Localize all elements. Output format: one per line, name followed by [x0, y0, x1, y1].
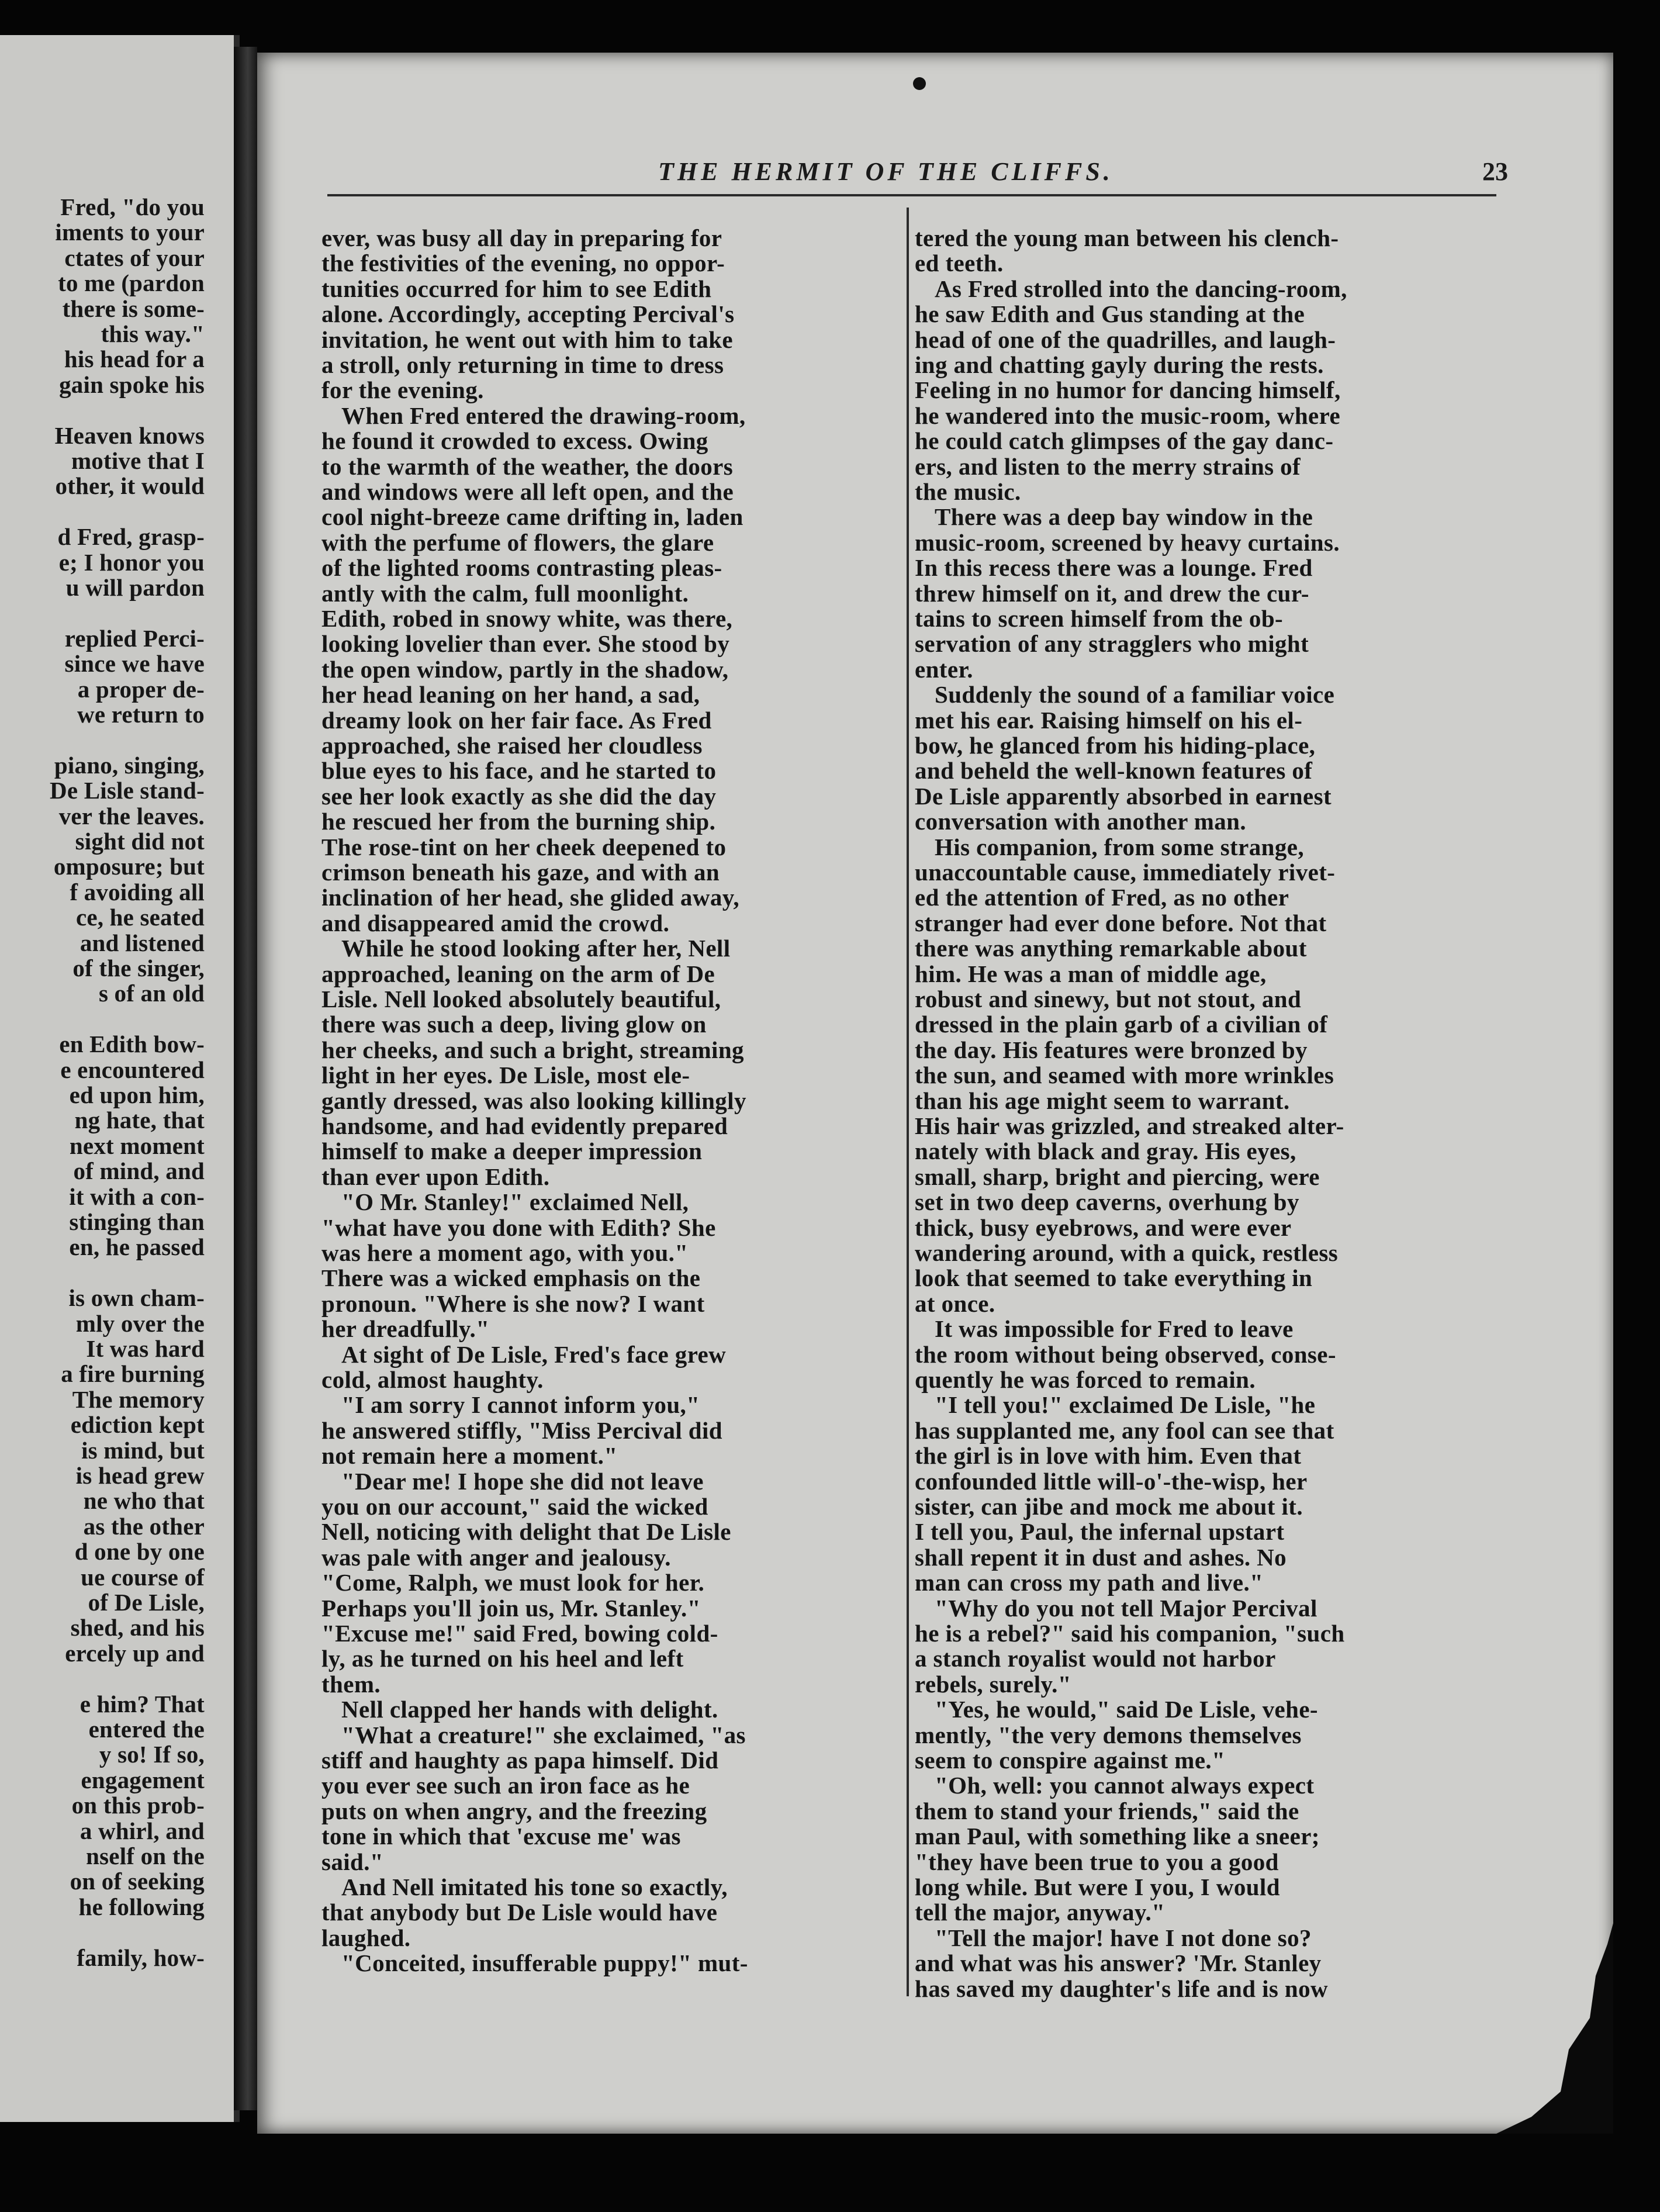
text-line: ing and chatting gayly during the rests. [915, 351, 1324, 378]
facing-page-line: ng hate, that [74, 1107, 205, 1134]
text-line: "Tell the major! have I not done so? [935, 1924, 1312, 1951]
text-line: inclination of her head, she glided away, [321, 884, 740, 911]
text-line: to the warmth of the weather, the doors [321, 452, 734, 480]
text-line: man Paul, with something like a sneer; [915, 1823, 1320, 1850]
text-line: It was impossible for Fred to leave [935, 1315, 1294, 1343]
text-line: seem to conspire against me." [915, 1747, 1226, 1774]
text-line: There was a wicked emphasis on the [321, 1264, 701, 1292]
text-line: ed teeth. [915, 250, 1004, 277]
text-line: that anybody but De Lisle would have [321, 1899, 718, 1926]
text-line: Nell, noticing with delight that De Lisle [321, 1518, 731, 1546]
facing-page-line: f avoiding all [70, 878, 205, 905]
text-line: As Fred strolled into the dancing-room, [935, 275, 1347, 302]
text-line: crimson beneath his gaze, and with an [321, 859, 720, 886]
book-gutter [234, 47, 257, 2110]
text-line: His hair was grizzled, and streaked alter- [915, 1112, 1344, 1139]
facing-page-line: is head grew [75, 1462, 205, 1489]
facing-page-line: en, he passed [69, 1233, 205, 1261]
facing-page-line: as the other [83, 1512, 205, 1540]
text-line: you on our account," said the wicked [321, 1493, 708, 1520]
text-line: said." [321, 1848, 384, 1875]
facing-page-line: we return to [77, 701, 205, 728]
text-line: "they have been true to you a good [915, 1848, 1279, 1875]
facing-page-line: a fire burning [61, 1360, 205, 1388]
text-line: was here a moment ago, with you." [321, 1239, 689, 1266]
text-line: De Lisle apparently absorbed in earnest [915, 782, 1332, 810]
facing-page-line: of mind, and [73, 1157, 205, 1185]
text-line: tains to screen himself from the ob- [915, 605, 1284, 632]
text-line: approached, leaning on the arm of De [321, 960, 715, 987]
facing-page-line: it with a con- [69, 1183, 205, 1210]
text-line: the festivities of the evening, no oppor- [321, 250, 725, 277]
text-line: head of one of the quadrilles, and laugh- [915, 326, 1336, 353]
facing-page-line: Fred, "do you [60, 193, 205, 220]
text-line: music-room, screened by heavy curtains. [915, 528, 1340, 556]
text-line: him. He was a man of middle age, [915, 960, 1267, 987]
text-line: was pale with anger and jealousy. [321, 1543, 671, 1571]
text-line: "Why do you not tell Major Percival [935, 1594, 1317, 1622]
text-line: shall repent it in dust and ashes. No [915, 1543, 1287, 1571]
text-line: ed the attention of Fred, as no other [915, 884, 1289, 911]
facing-page-line: shed, and his [70, 1614, 205, 1641]
text-line: man can cross my path and live." [915, 1569, 1264, 1596]
text-line: "What a creature!" she exclaimed, "as [341, 1721, 746, 1748]
facing-page-line: The memory [72, 1385, 205, 1413]
text-line: her dreadfully." [321, 1315, 490, 1343]
text-line: And Nell imitated his tone so exactly, [341, 1874, 728, 1900]
facing-page-line: a whirl, and [79, 1817, 205, 1844]
text-line: Perhaps you'll join us, Mr. Stanley." [321, 1594, 701, 1622]
facing-page-line: family, how- [77, 1944, 205, 1971]
text-line: the music. [915, 478, 1021, 505]
text-line: tunities occurred for him to see Edith [321, 275, 712, 302]
text-line: "what have you done with Edith? She [321, 1214, 716, 1241]
facing-page-line: omposure; but [53, 853, 205, 880]
text-line: pronoun. "Where is she now? I want [321, 1290, 705, 1317]
text-line: quently he was forced to remain. [915, 1366, 1256, 1393]
text-line: them. [321, 1670, 381, 1698]
text-line: The rose-tint on her cheek deepened to [321, 833, 727, 860]
text-line: bow, he glanced from his hiding-place, [915, 732, 1316, 759]
text-line: thick, busy eyebrows, and were ever [915, 1214, 1292, 1241]
text-line: met his ear. Raising himself on his el- [915, 706, 1303, 734]
text-line: enter. [915, 655, 973, 683]
facing-page-line: De Lisle stand- [50, 777, 205, 804]
text-line: with the perfume of flowers, the glare [321, 528, 714, 556]
facing-page-line: e; I honor you [58, 548, 205, 576]
text-line: handsome, and had evidently prepared [321, 1112, 728, 1139]
text-line: There was a deep bay window in the [935, 503, 1313, 531]
text-line: antly with the calm, full moonlight. [321, 579, 689, 607]
facing-page-line: ne who that [83, 1487, 205, 1515]
facing-page-line: ver the leaves. [58, 802, 205, 829]
text-line: sister, can jibe and mock me about it. [915, 1493, 1303, 1520]
text-line: "I tell you!" exclaimed De Lisle, "he [935, 1391, 1316, 1419]
text-line: the sun, and seamed with more wrinkles [915, 1062, 1334, 1089]
text-line: puts on when angry, and the freezing [321, 1797, 707, 1824]
text-line: confounded little will-o'-the-wisp, her [915, 1467, 1308, 1495]
facing-page-line: stinging than [69, 1208, 205, 1235]
text-line: see her look exactly as she did the day [321, 782, 717, 810]
facing-page-line: en Edith bow- [59, 1031, 205, 1058]
text-line: her cheeks, and such a bright, streaming [321, 1036, 744, 1063]
facing-page-line: entered the [88, 1716, 205, 1743]
text-line: While he stood looking after her, Nell [341, 935, 731, 962]
text-line: unaccountable cause, immediately rivet- [915, 859, 1336, 886]
facing-page-line: of De Lisle, [88, 1589, 205, 1616]
column-divider [907, 208, 909, 1996]
text-line: ly, as he turned on his heel and left [321, 1645, 684, 1672]
header-rule [327, 194, 1496, 196]
text-line: than his age might seem to warrant. [915, 1087, 1290, 1114]
text-line: he wandered into the music-room, where [915, 402, 1341, 429]
text-line: When Fred entered the drawing-room, [341, 402, 746, 429]
text-line: "Oh, well: you cannot always expect [935, 1772, 1315, 1799]
page-number: 23 [1482, 157, 1508, 186]
text-line: invitation, he went out with him to take [321, 326, 733, 353]
text-line: and beheld the well-known features of [915, 757, 1313, 784]
text-line: tone in which that 'excuse me' was [321, 1823, 681, 1850]
text-line: he is a rebel?" said his companion, "such [915, 1620, 1345, 1647]
text-line: not remain here a moment." [321, 1442, 618, 1470]
text-line: there was such a deep, living glow on [321, 1011, 707, 1038]
facing-page-line: e encountered [60, 1056, 205, 1083]
text-line: ever, was busy all day in preparing for [321, 224, 722, 251]
text-line: Suddenly the sound of a familiar voice [935, 681, 1335, 708]
text-line: he could catch glimpses of the gay danc- [915, 427, 1334, 455]
text-line: long while. But were I you, I would [915, 1874, 1280, 1900]
text-line: than ever upon Edith. [321, 1163, 550, 1190]
text-line: "Excuse me!" said Fred, bowing cold- [321, 1620, 718, 1647]
text-line: threw himself on it, and drew the cur- [915, 579, 1309, 607]
text-line: has saved my daughter's life and is now [915, 1975, 1329, 2002]
text-line: "O Mr. Stanley!" exclaimed Nell, [341, 1188, 689, 1216]
facing-page-line: mly over the [75, 1309, 205, 1337]
facing-page-line: ercely up and [65, 1639, 205, 1667]
text-line: "I am sorry I cannot inform you," [341, 1391, 700, 1419]
facing-page-line: sight did not [75, 828, 205, 855]
facing-page-line: other, it would [55, 472, 205, 500]
text-line: servation of any stragglers who might [915, 630, 1309, 658]
facing-page-line: e him? That [79, 1690, 205, 1717]
facing-page-line: nself on the [86, 1843, 205, 1869]
text-line: tell the major, anyway." [915, 1899, 1166, 1926]
facing-page-line: d one by one [74, 1538, 205, 1565]
facing-page-line: there is some- [62, 295, 205, 322]
text-line: looking lovelier than ever. She stood by [321, 630, 730, 658]
facing-page-line: and listened [79, 929, 205, 956]
text-line: Edith, robed in snowy white, was there, [321, 605, 733, 632]
facing-page-line: this way." [101, 320, 205, 347]
facing-page-line: u will pardon [65, 574, 205, 601]
text-line: blue eyes to his face, and he started to [321, 757, 717, 784]
text-line: for the evening. [321, 376, 484, 404]
text-line: look that seemed to take everything in [915, 1264, 1313, 1292]
text-line: laughed. [321, 1924, 411, 1951]
text-line: dressed in the plain garb of a civilian of [915, 1011, 1328, 1038]
facing-page-line: Heaven knows [54, 421, 205, 449]
text-line: Feeling in no humor for dancing himself, [915, 376, 1341, 404]
text-line: mently, "the very demons themselves [915, 1721, 1302, 1748]
text-line: and windows were all left open, and the [321, 478, 734, 505]
text-line: wandering around, with a quick, restless [915, 1239, 1339, 1266]
facing-page-line: y so! If so, [99, 1741, 205, 1768]
running-head: THE HERMIT OF THE CLIFFS. [658, 157, 1113, 186]
text-line: them to stand your friends," said the [915, 1797, 1299, 1824]
text-line: at once. [915, 1290, 995, 1317]
ink-spot [913, 77, 926, 90]
text-line: he saw Edith and Gus standing at the [915, 300, 1305, 328]
text-line: His companion, from some strange, [935, 833, 1304, 860]
text-line: tered the young man between his clench- [915, 224, 1339, 251]
text-line: dreamy look on her fair face. As Fred [321, 706, 712, 734]
text-line: her head leaning on her hand, a sad, [321, 681, 700, 708]
text-line: Lisle. Nell looked absolutely beautiful, [321, 986, 721, 1012]
facing-page-line: of the singer, [72, 955, 205, 981]
facing-page-fragment [0, 35, 240, 2122]
text-line: ers, and listen to the merry strains of [915, 452, 1301, 480]
text-line: set in two deep caverns, overhung by [915, 1188, 1299, 1216]
text-line: a stroll, only returning in time to dress [321, 351, 724, 378]
text-line: light in her eyes. De Lisle, most ele- [321, 1062, 690, 1089]
facing-page-line: his head for a [64, 345, 205, 373]
facing-page-line: ctates of your [64, 244, 205, 271]
text-line: gantly dressed, was also looking killingly [321, 1087, 746, 1114]
facing-page-line: since we have [64, 650, 205, 678]
text-line: In this recess there was a lounge. Fred [915, 554, 1313, 582]
text-line: rebels, surely." [915, 1670, 1071, 1698]
facing-page-line: engagement [81, 1766, 205, 1793]
facing-page-line: ce, he seated [75, 904, 205, 931]
torn-corner [1496, 1923, 1613, 2134]
text-line: he rescued her from the burning ship. [321, 808, 716, 835]
facing-page-line: on of seeking [70, 1868, 205, 1895]
facing-page-line: to me (pardon [58, 269, 205, 297]
text-line: nately with black and gray. His eyes, [915, 1138, 1296, 1165]
text-line: there was anything remarkable about [915, 935, 1307, 962]
facing-page-line: s of an old [98, 980, 205, 1007]
text-line: he found it crowded to excess. Owing [321, 427, 708, 455]
text-line: the room without being observed, conse- [915, 1340, 1336, 1368]
text-line: "Yes, he would," said De Lisle, vehe- [935, 1696, 1318, 1723]
text-line: robust and sinewy, but not stout, and [915, 986, 1302, 1012]
text-line: approached, she raised her cloudless [321, 732, 703, 759]
facing-page-line: is mind, but [81, 1436, 205, 1464]
text-line: a stanch royalist would not harbor [915, 1645, 1276, 1672]
text-line: himself to make a deeper impression [321, 1138, 703, 1165]
facing-page-line: gain spoke his [59, 371, 205, 398]
facing-page-line: ediction kept [70, 1411, 205, 1439]
text-line: small, sharp, bright and piercing, were [915, 1163, 1320, 1190]
text-line: "Dear me! I hope she did not leave [341, 1467, 704, 1495]
text-line: "Conceited, insufferable puppy!" mut- [341, 1950, 748, 1977]
facing-page-line: piano, singing, [54, 751, 205, 779]
facing-page-line: d Fred, grasp- [57, 523, 205, 551]
text-line: he answered stiffly, "Miss Percival did [321, 1416, 722, 1444]
text-line: the girl is in love with him. Even that [915, 1442, 1302, 1470]
text-line: Nell clapped her hands with delight. [341, 1696, 718, 1723]
text-line: the open window, partly in the shadow, [321, 655, 729, 683]
facing-page-line: on this prob- [71, 1792, 205, 1819]
facing-page-line: a proper de- [77, 675, 205, 703]
text-line: of the lighted rooms contrasting pleas- [321, 554, 722, 582]
text-line: and what was his answer? 'Mr. Stanley [915, 1950, 1322, 1977]
text-line: "Come, Ralph, we must look for her. [321, 1569, 705, 1596]
text-line: cold, almost haughty. [321, 1366, 544, 1393]
facing-page-line: It was hard [86, 1335, 205, 1362]
text-line: cool night-breeze came drifting in, laden [321, 503, 743, 531]
facing-page-line: replied Perci- [64, 624, 205, 652]
text-line: stranger had ever done before. Not that [915, 909, 1327, 936]
text-line: has supplanted me, any fool can see that [915, 1416, 1334, 1444]
facing-page-line: next moment [69, 1132, 205, 1159]
text-line: At sight of De Lisle, Fred's face grew [341, 1340, 727, 1368]
facing-page-line: ue course of [81, 1563, 205, 1591]
facing-page-line: is own cham- [68, 1284, 205, 1312]
facing-page-line: motive that I [71, 447, 205, 474]
text-line: and disappeared amid the crowd. [321, 909, 670, 936]
facing-page-line: ed upon him, [69, 1081, 205, 1108]
text-line: stiff and haughty as papa himself. Did [321, 1747, 719, 1774]
text-line: you ever see such an iron face as he [321, 1772, 690, 1799]
facing-page-line: he following [78, 1893, 205, 1920]
facing-page-line: iments to your [55, 219, 205, 246]
text-line: the day. His features were bronzed by [915, 1036, 1308, 1063]
text-line: conversation with another man. [915, 808, 1247, 835]
text-line: alone. Accordingly, accepting Percival's [321, 300, 735, 328]
text-line: I tell you, Paul, the infernal upstart [915, 1518, 1285, 1546]
